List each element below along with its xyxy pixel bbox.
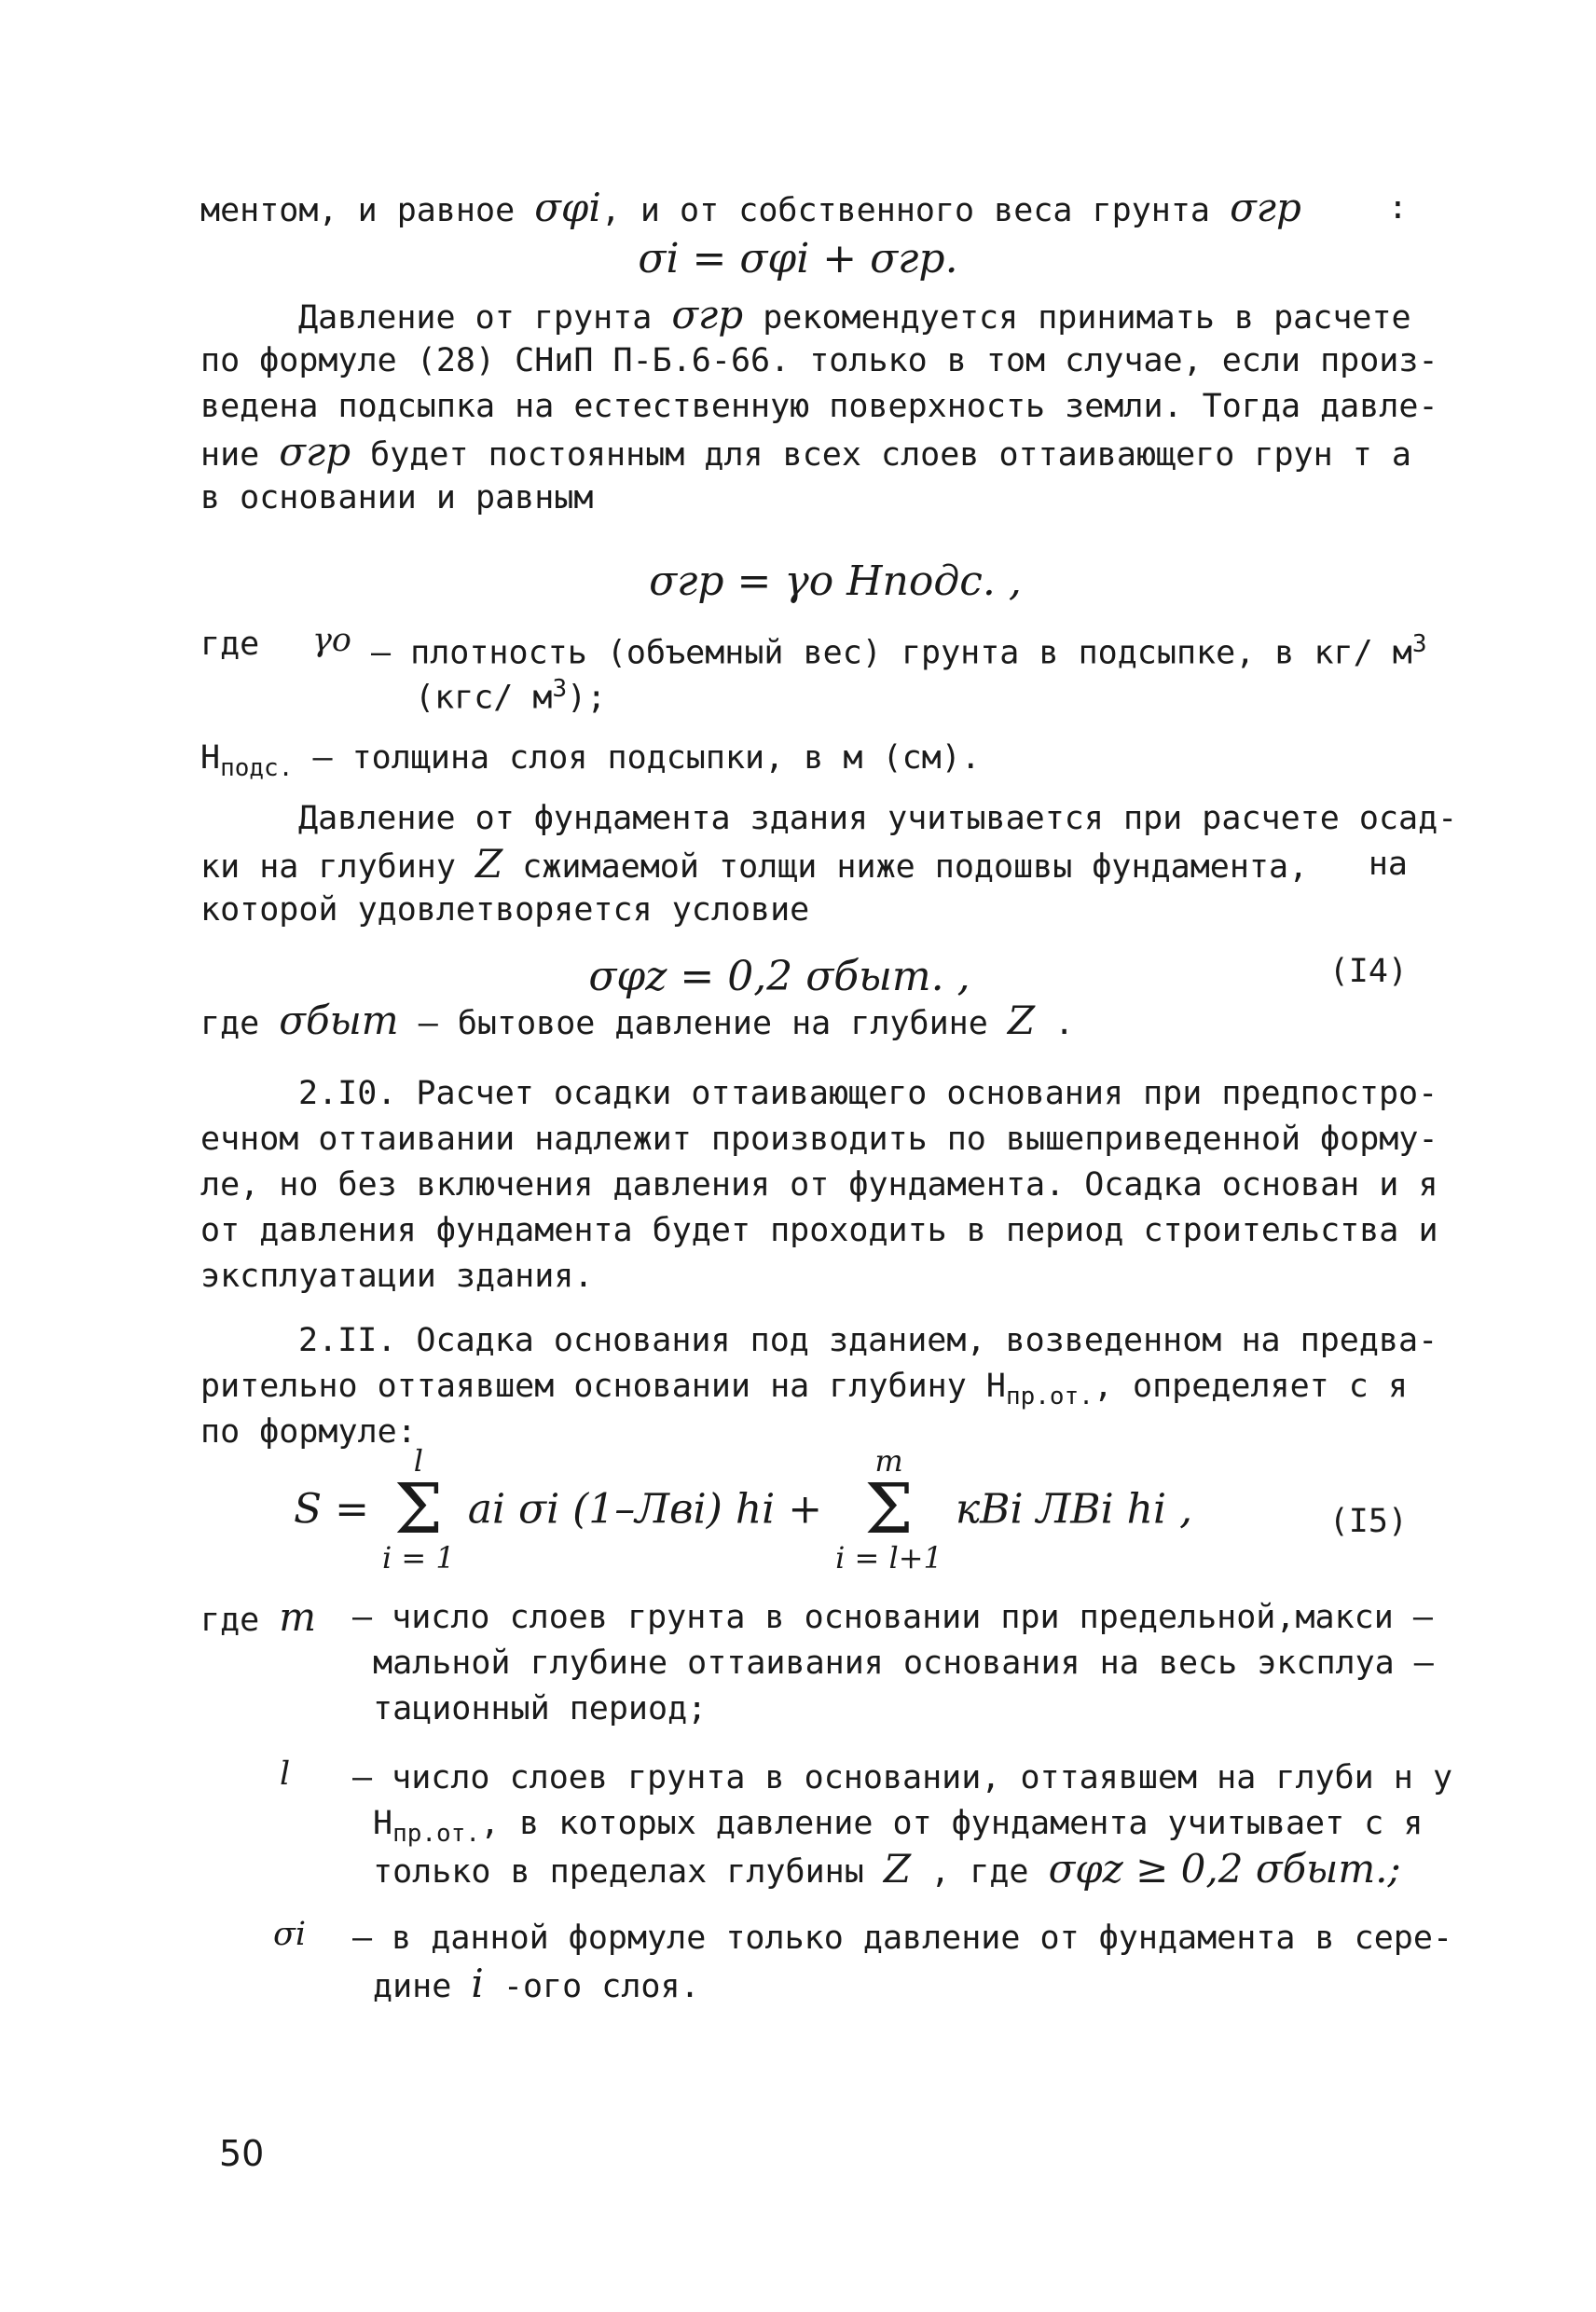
formula-sigma-gr: σгр = γo Hподс. ,	[649, 557, 1022, 605]
equation-number: (I5)	[1328, 1503, 1408, 1540]
sum-sign: Σ	[393, 1469, 444, 1549]
text-line: где σбыт – бытовое давление на глубине Z .	[200, 998, 1075, 1043]
definition-text	[373, 1962, 1408, 2008]
formula-sigma-sum: σi = σφi + σгр.	[638, 235, 958, 282]
math-symbol: i	[471, 1961, 484, 2006]
text: , где	[930, 1853, 1029, 1891]
text-line: по формуле (28) СНиП П-Б.6-66. только в том случае, если произ-	[200, 342, 1438, 379]
text: Н	[200, 739, 221, 777]
subscript: пр.от.	[1005, 1383, 1094, 1411]
text: сжимаемой толщи ниже подошвы фундамента,	[522, 848, 1309, 886]
text: – бытовое давление на глубине	[418, 1005, 988, 1042]
math-symbol: σбыт	[279, 998, 399, 1043]
where-label	[200, 1596, 316, 1642]
text: , и от собственного веса грунта	[600, 192, 1210, 229]
text: :	[1387, 189, 1408, 227]
summation-1	[382, 1445, 455, 1574]
definition-text	[415, 667, 606, 720]
definition-text: тационный период;	[373, 1690, 708, 1727]
text-line	[200, 186, 1408, 232]
text: -ого слоя.	[502, 1968, 700, 2005]
page-number: 50	[219, 2133, 265, 2174]
definition-text: мальной глубине оттаивания основания на весь эксплуа –	[373, 1645, 1434, 1682]
text: Давление от грунта	[298, 299, 653, 337]
text-line: ле, но без включения давления от фундамента. Осадка основан и я	[200, 1166, 1438, 1204]
text: где	[200, 1602, 260, 1639]
text: рекомендуется принимать в расчете	[763, 299, 1411, 337]
text: ние	[200, 436, 260, 474]
text: только в пределах глубины	[373, 1853, 864, 1891]
text-line: 2.I0. Расчет осадки оттаивающего основания при предпостро-	[298, 1075, 1438, 1112]
text: на	[1368, 846, 1408, 883]
definition-text: – в данной формуле только давление от фундамента в сере-	[352, 1920, 1453, 1957]
math-condition: σφz ≥ 0,2 σбыт.;	[1048, 1846, 1401, 1892]
formula-15	[294, 1445, 1192, 1574]
text: Н	[373, 1805, 393, 1842]
math-symbol: σгр	[1230, 185, 1301, 230]
equation-number: (I4)	[1328, 953, 1408, 990]
text-line	[200, 429, 1411, 476]
math-symbol: Z	[1007, 998, 1036, 1043]
sum-upper-limit: m	[874, 1443, 903, 1479]
text: дине	[373, 1968, 452, 2005]
text: , определяет с я	[1093, 1368, 1409, 1405]
text: (кгс/ м	[415, 679, 553, 717]
formula-part: S =	[294, 1485, 369, 1534]
text-line: в основании и равным	[200, 479, 594, 516]
math-symbol: l	[280, 1755, 291, 1793]
text: будет постоянным для всех слоев оттаивающего грун т а	[370, 436, 1411, 474]
text: рительно оттаявшем основании на глубину Н	[200, 1368, 1006, 1405]
text-line: которой удовлетворяется условие	[200, 891, 810, 929]
definition-text	[373, 1848, 1408, 1893]
text: , в которых давление от фундамента учитывает с я	[480, 1805, 1424, 1842]
formula-part: ai σi (1–Лвi) hi +	[467, 1485, 823, 1534]
sum-upper-limit: l	[413, 1443, 423, 1479]
text-line: 2.II. Осадка основания под зданием, возведенном на предва-	[298, 1322, 1438, 1359]
text: );	[567, 679, 607, 717]
math-symbol: γo	[312, 622, 351, 659]
math-symbol: Z	[475, 841, 503, 887]
text-line: по формуле:	[200, 1413, 417, 1451]
text: где	[200, 1005, 260, 1042]
where-label: где	[200, 626, 260, 663]
text-line: от давления фундамента будет проходить в период строительства и	[200, 1212, 1438, 1249]
superscript: 3	[1411, 630, 1427, 658]
math-symbol: σгр	[279, 429, 351, 475]
formula-14: σφz = 0,2 σбыт. ,	[588, 953, 970, 1000]
text-line: ведена подсыпка на естественную поверхность земли. Тогда давле-	[200, 388, 1438, 425]
math-symbol: σi	[273, 1916, 307, 1953]
text: – толщина слоя подсыпки, в м (см).	[312, 739, 981, 777]
formula-part: кВi ЛВi hi ,	[955, 1485, 1193, 1534]
text: – плотность (объемный вес) грунта в подсыпке, в кг/ м	[371, 634, 1412, 672]
text: ментом, и равное	[200, 192, 516, 229]
text: ки на глубину	[200, 848, 456, 886]
subscript: подс.	[220, 754, 294, 782]
sum-lower-limit: i = l+1	[835, 1540, 942, 1576]
definition-text: – число слоев грунта в основании, оттаявшем на глуби н у	[352, 1759, 1453, 1796]
math-symbol: σφi	[534, 185, 601, 230]
text-line	[200, 843, 1408, 888]
summation-2	[835, 1445, 942, 1574]
sum-sign: Σ	[864, 1469, 914, 1549]
definition-text	[200, 736, 981, 790]
math-symbol: σгр	[671, 292, 744, 337]
subscript: пр.от.	[392, 1820, 480, 1848]
text-line: эксплуатации здания.	[200, 1258, 594, 1295]
text-line: ечном оттаивании надлежит производить по вышеприведенной форму-	[200, 1121, 1438, 1158]
sum-lower-limit: i = 1	[382, 1540, 455, 1576]
text-line	[298, 292, 1411, 339]
math-symbol: Z	[883, 1846, 912, 1892]
definition-text: – число слоев грунта в основании при предельной,макси –	[352, 1599, 1433, 1636]
text-line: Давление от фундамента здания учитывается при расчете осад-	[298, 800, 1458, 837]
superscript: 3	[552, 675, 568, 703]
math-symbol: m	[279, 1594, 317, 1640]
